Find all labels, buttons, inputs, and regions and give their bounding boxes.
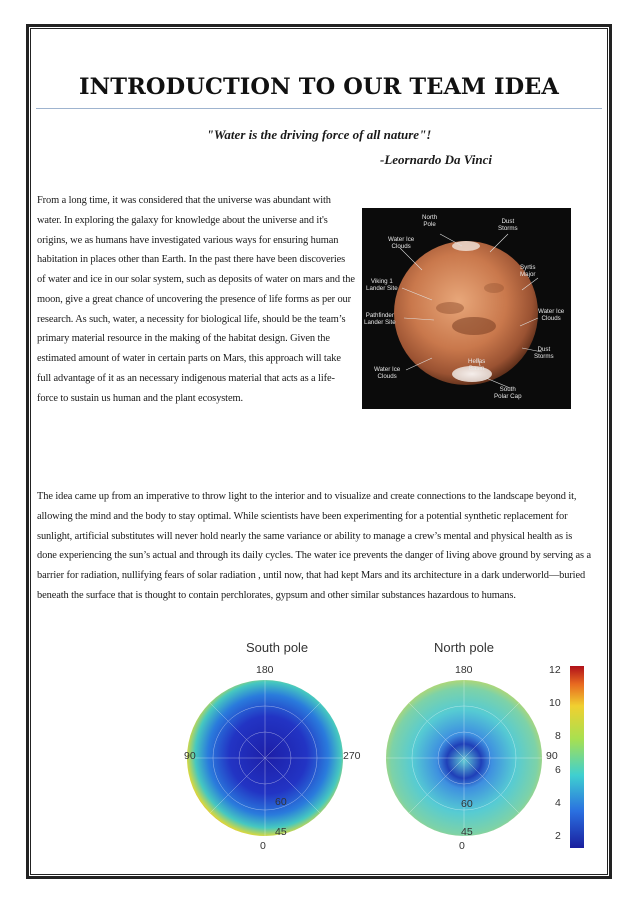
south-tick-270: 270 xyxy=(343,750,361,762)
label-north-pole: North Pole xyxy=(422,214,438,228)
north-tick-90: 90 xyxy=(546,750,558,762)
colorbar-tick-6: 6 xyxy=(555,764,561,776)
colorbar-tick-12: 12 xyxy=(549,664,561,676)
north-pole-title: North pole xyxy=(434,640,494,655)
intro-paragraph: From a long time, it was considered that the universe was abundant with water. In exploring the galaxy for knowledge about the universe and it's origins, we as humans have investigated various ways for ensuring human habitation in places other than Earth. In the past there have been discoveries of water and ice in our solar system, such as deposits of water on mars and the moon, give a great chance of uncovering the presence of life forms as per our research. As such, water, a necessity for biological life, should be the team’s primary material resource in the making of the habitat design. Given the estimated amount of water in certain parts on Mars, this approach will take full advantage of it as an necessary indigenous material that acts as a life-force to sustain us human and the plant ecosystem. xyxy=(37,195,355,404)
polar-water-maps-figure xyxy=(178,636,600,858)
label-dust-storms-right: Dust Storms xyxy=(534,346,554,360)
south-tick-180: 180 xyxy=(256,664,274,676)
south-pole-title: South pole xyxy=(246,640,309,655)
mars-annotated-image xyxy=(362,208,571,409)
label-pathfinder-lander: Pathfinder Lander Site xyxy=(364,312,396,326)
label-hellas-basin: Hellas Basin xyxy=(468,358,486,372)
label-water-ice-clouds-left: Water Ice Clouds xyxy=(388,236,415,250)
label-south-polar-cap: South Polar Cap xyxy=(494,386,522,400)
label-viking-lander: Viking 1 Lander Site xyxy=(366,278,398,292)
polar-maps-graphic xyxy=(178,636,600,858)
colorbar-tick-4: 4 xyxy=(555,797,561,809)
colorbar-tick-8: 8 xyxy=(555,730,561,742)
north-tick-60: 60 xyxy=(461,798,473,810)
page-title: INTRODUCTION TO OUR TEAM IDEA xyxy=(78,74,559,100)
quote-text: "Water is the driving force of all nature"! xyxy=(206,127,432,142)
colorbar-tick-2: 2 xyxy=(555,830,561,842)
title-underline xyxy=(36,108,602,109)
south-tick-45: 45 xyxy=(275,826,287,838)
quote-author: -Leornardo Da Vinci xyxy=(380,152,492,167)
south-tick-90: 90 xyxy=(184,750,196,762)
south-tick-0: 0 xyxy=(260,840,266,852)
label-water-ice-clouds-bottom: Water Ice Clouds xyxy=(374,366,401,380)
north-tick-180: 180 xyxy=(455,664,473,676)
label-syrtis-major: Syrtis Major xyxy=(520,264,536,278)
north-tick-45: 45 xyxy=(461,826,473,838)
south-tick-60: 60 xyxy=(275,796,287,808)
label-dust-storms-top: Dust Storms xyxy=(498,218,518,232)
north-tick-0: 0 xyxy=(459,840,465,852)
label-water-ice-clouds-right: Water Ice Clouds xyxy=(538,308,565,322)
colorbar-tick-10: 10 xyxy=(549,697,561,709)
idea-paragraph: The idea came up from an imperative to throw light to the interior and to visualize and create connections to the landscape beyond it, allowing the mind and the body to stay optimal. While scientists have been experimenting for a potential synthetic replacement for sunlight, artificial substitutes will never hold nearly the same variance or ability to manage a crew’s mental and physical health as is done experiencing the sun’s actual and through its daily cycles. The water ice prevents the danger of living above ground by serving as a barrier for radiation, nullifying fears of solar radiation , until now, that had kept Mars and its architecture in a dark underworld—buried beneath the surface that is thought to contain perchlorates, gypsum and other similar substances hazardous to humans. xyxy=(37,491,591,601)
